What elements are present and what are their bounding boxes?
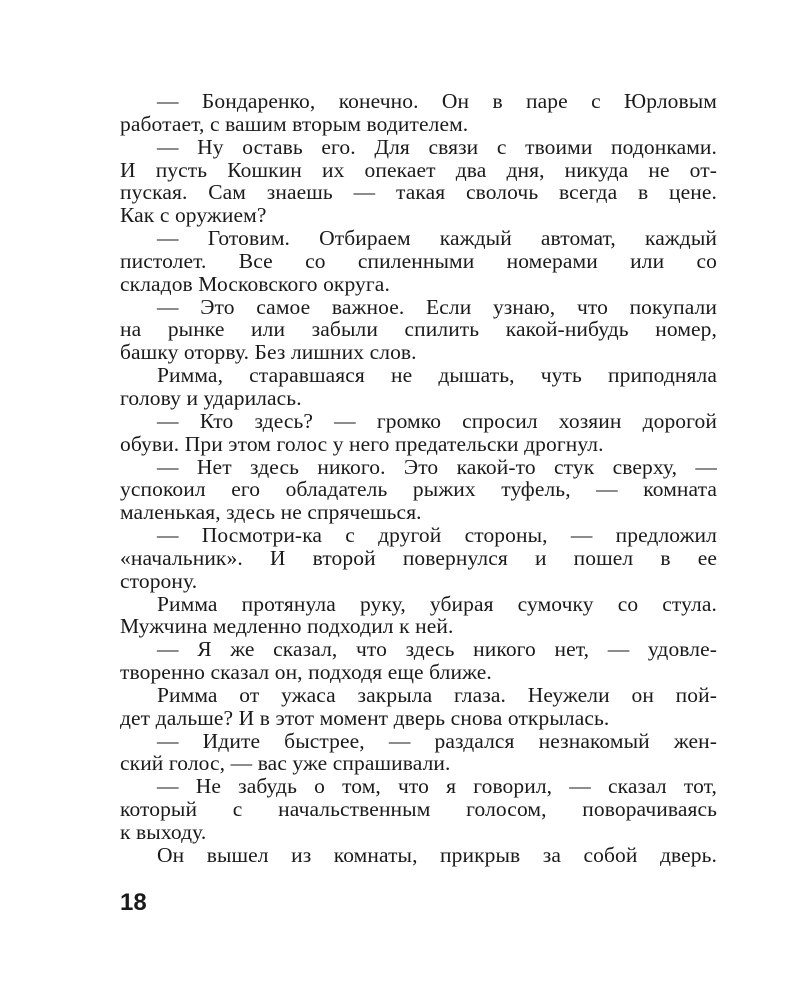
text-line: Мужчина медленно подходил к ней. [120,614,454,639]
text-line: пуская. Сам знаешь — такая сволочь всегда в цене. [120,180,717,205]
text-line: дет дальше? И в этот момент дверь снова открылась. [120,705,610,730]
text-line: Римма от ужаса закрыла глаза. Неужели он пой- [157,682,717,707]
text-line: — Идите быстрее, — раздался незнакомый жен- [157,728,717,753]
text-line: — Готовим. Отбираем каждый автомат, каждый [157,226,717,251]
text-line: маленькая, здесь не спрячешься. [120,500,422,525]
text-line: — Не забудь о том, что я говорил, — сказал тот, [157,774,717,799]
text-line: — Бондаренко, конечно. Он в паре с Юрловым [157,89,717,113]
text-line: на рынке или забыли спилить какой-нибудь номер, [120,317,717,342]
text-line: работает, с вашим вторым водителем. [120,111,469,136]
text-line: сторону. [120,568,198,593]
text-line: — Посмотри-ка с другой стороны, — предложил [157,523,717,548]
text-line: пистолет. Все со спиленными номерами или со [120,248,717,273]
text-line: — Нет здесь никого. Это какой-то стук сверху, — [157,454,717,479]
text-line: Он вышел из комнаты, прикрыв за собой дверь. [157,842,717,867]
text-line: башку оторву. Без лишних слов. [120,340,417,365]
text-line: голову и ударилась. [120,385,302,410]
text-line: — Я же сказал, что здесь никого нет, — удовле- [157,637,717,662]
text-line: который с начальственным голосом, поворачиваясь [120,797,717,822]
text-line: — Ну оставь его. Для связи с твоими подонками. [157,134,717,159]
text-line: творенно сказал он, подходя еще ближе. [120,660,492,685]
text-line: Римма протянула руку, убирая сумочку со стула. [157,591,717,616]
text-line: Римма, старавшаяся не дышать, чуть приподняла [157,363,717,388]
text-line: успокоил его обладатель рыжих туфель, — комната [120,477,717,502]
text-line: — Это самое важное. Если узнаю, что покупали [157,294,717,319]
text-line: — Кто здесь? — громко спросил хозяин дорогой [157,408,717,433]
page-number: 18 [120,889,147,916]
text-line: ский голос, — вас уже спрашивали. [120,751,451,776]
text-line: к выходу. [120,820,207,844]
text-line: И пусть Кошкин их опекает два дня, никуда не от- [120,157,717,182]
text-line: Как с оружием? [120,203,267,228]
text-line: «начальник». И второй повернулся и пошел в ее [120,545,717,570]
text-line: складов Московского округа. [120,271,390,296]
body-text [120,90,717,867]
text-line: обуви. При этом голос у него предательски дрогнул. [120,431,604,456]
